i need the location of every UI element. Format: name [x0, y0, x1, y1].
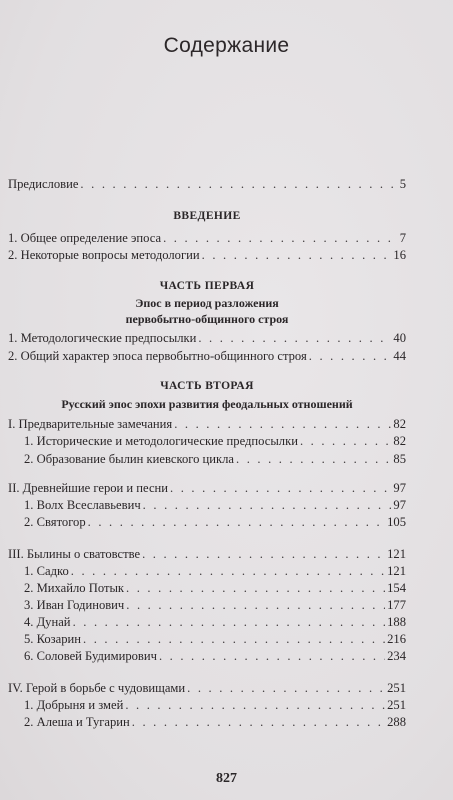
toc-entry-label: 1. Волх Всеславьевич	[24, 498, 141, 512]
toc-subentry	[24, 514, 406, 530]
leader-dots	[174, 416, 391, 432]
toc-entry-label: 1. Общее определение эпоса	[8, 231, 162, 245]
leader-dots	[126, 597, 385, 613]
toc-entry-page: 85	[393, 452, 406, 466]
toc-entry-label: II. Древнейшие герои и песни	[8, 481, 169, 495]
toc-entry-label: IV. Герой в борьбе с чудовищами	[8, 681, 186, 695]
toc-subentry	[24, 497, 406, 513]
toc-entry-label: 1. Садко	[24, 564, 69, 578]
toc-entry-page: 154	[387, 581, 406, 595]
part-two-subtitle: Русский эпос эпохи развития феодальных отношений	[61, 397, 353, 411]
toc-entry-page: 251	[387, 681, 406, 695]
toc-entry-page: 216	[387, 632, 406, 646]
part-one-subtitle-line1: Эпос в период разложения	[135, 296, 279, 310]
leader-dots	[300, 433, 391, 449]
toc-entry-page: 105	[387, 515, 406, 529]
toc-entry	[8, 546, 406, 562]
section-heading-introduction: ВВЕДЕНИЕ	[173, 210, 241, 222]
leader-dots	[187, 680, 385, 696]
toc-entry-page: 7	[399, 231, 406, 245]
leader-dots	[83, 631, 385, 647]
toc-entry-page: 177	[387, 598, 406, 612]
part-one-heading: ЧАСТЬ ПЕРВАЯ	[159, 280, 255, 292]
leader-dots	[71, 563, 385, 579]
toc-entry	[8, 348, 406, 364]
toc-entry-page: 251	[387, 698, 406, 712]
part-two-heading: ЧАСТЬ ВТОРАЯ	[160, 380, 254, 392]
leader-dots	[125, 697, 385, 713]
leader-dots	[202, 247, 392, 263]
toc-entry-label: 2. Святогор	[24, 515, 86, 529]
toc-entry-page: 97	[393, 481, 406, 495]
toc-entry-label: 2. Некоторые вопросы методологии	[8, 248, 200, 262]
toc-entry-page: 82	[393, 434, 406, 448]
toc-entry-label: 2. Алеша и Тугарин	[24, 715, 130, 729]
toc-entry-page: 188	[387, 615, 406, 629]
part-one-subtitle-line2: первобытно-общинного строя	[125, 312, 289, 326]
toc-entry	[8, 680, 406, 696]
leader-dots	[126, 580, 385, 596]
toc-entry-page: 44	[393, 349, 406, 363]
toc-entry-label: 5. Козарин	[24, 632, 82, 646]
toc-entry-page: 234	[387, 649, 406, 663]
toc-entry-page: 97	[393, 498, 406, 512]
leader-dots	[88, 514, 385, 530]
toc-subentry	[24, 451, 406, 467]
leader-dots	[170, 480, 391, 496]
toc-entry-label: 2. Образование былин киевского цикла	[24, 452, 235, 466]
toc-entry-page: 288	[387, 715, 406, 729]
toc-entry-preface	[8, 176, 406, 192]
toc-entry	[8, 330, 406, 346]
toc-entry-label: I. Предварительные замечания	[8, 417, 173, 431]
toc-entry-label: 6. Соловей Будимирович	[24, 649, 157, 663]
toc-entry-label: 1. Исторические и методологические предпосылки	[24, 434, 298, 448]
leader-dots	[198, 330, 391, 346]
toc-entry-label: 1. Добрыня и змей	[24, 698, 124, 712]
leader-dots	[159, 648, 385, 664]
toc-entry-page: 40	[393, 331, 406, 345]
toc-entry	[8, 416, 406, 432]
toc-entry-label: 4. Дунай	[24, 615, 71, 629]
toc-entry-label: 1. Методологические предпосылки	[8, 331, 197, 345]
leader-dots	[163, 230, 398, 246]
page-title: Содержание	[163, 34, 290, 57]
toc-entry-page: 5	[399, 177, 406, 191]
leader-dots	[142, 546, 385, 562]
toc-entry-label: 2. Общий характер эпоса первобытно-общинного строя	[8, 349, 307, 363]
leader-dots	[236, 451, 391, 467]
toc-subentry	[24, 714, 406, 730]
toc-entry	[8, 247, 406, 263]
toc-entry-label: 3. Иван Годинович	[24, 598, 125, 612]
toc-entry-page: 16	[393, 248, 406, 262]
toc-subentry	[24, 614, 406, 630]
toc-entry-label: Предисловие	[8, 177, 79, 191]
toc-entry-page: 82	[393, 417, 406, 431]
toc-subentry	[24, 648, 406, 664]
toc-entry-page: 121	[387, 547, 406, 561]
leader-dots	[73, 614, 386, 630]
toc-entry-page: 121	[387, 564, 406, 578]
page-number: 827	[216, 771, 237, 786]
toc-subentry	[24, 433, 406, 449]
toc-subentry	[24, 580, 406, 596]
leader-dots	[132, 714, 385, 730]
leader-dots	[143, 497, 392, 513]
toc-entry	[8, 230, 406, 246]
toc-subentry	[24, 697, 406, 713]
leader-dots	[80, 176, 397, 192]
toc-entry-label: 2. Михайло Потык	[24, 581, 125, 595]
toc-subentry	[24, 597, 406, 613]
toc-entry-label: III. Былины о сватовстве	[8, 547, 141, 561]
leader-dots	[309, 348, 392, 364]
toc-subentry	[24, 563, 406, 579]
toc-entry	[8, 480, 406, 496]
toc-subentry	[24, 631, 406, 647]
